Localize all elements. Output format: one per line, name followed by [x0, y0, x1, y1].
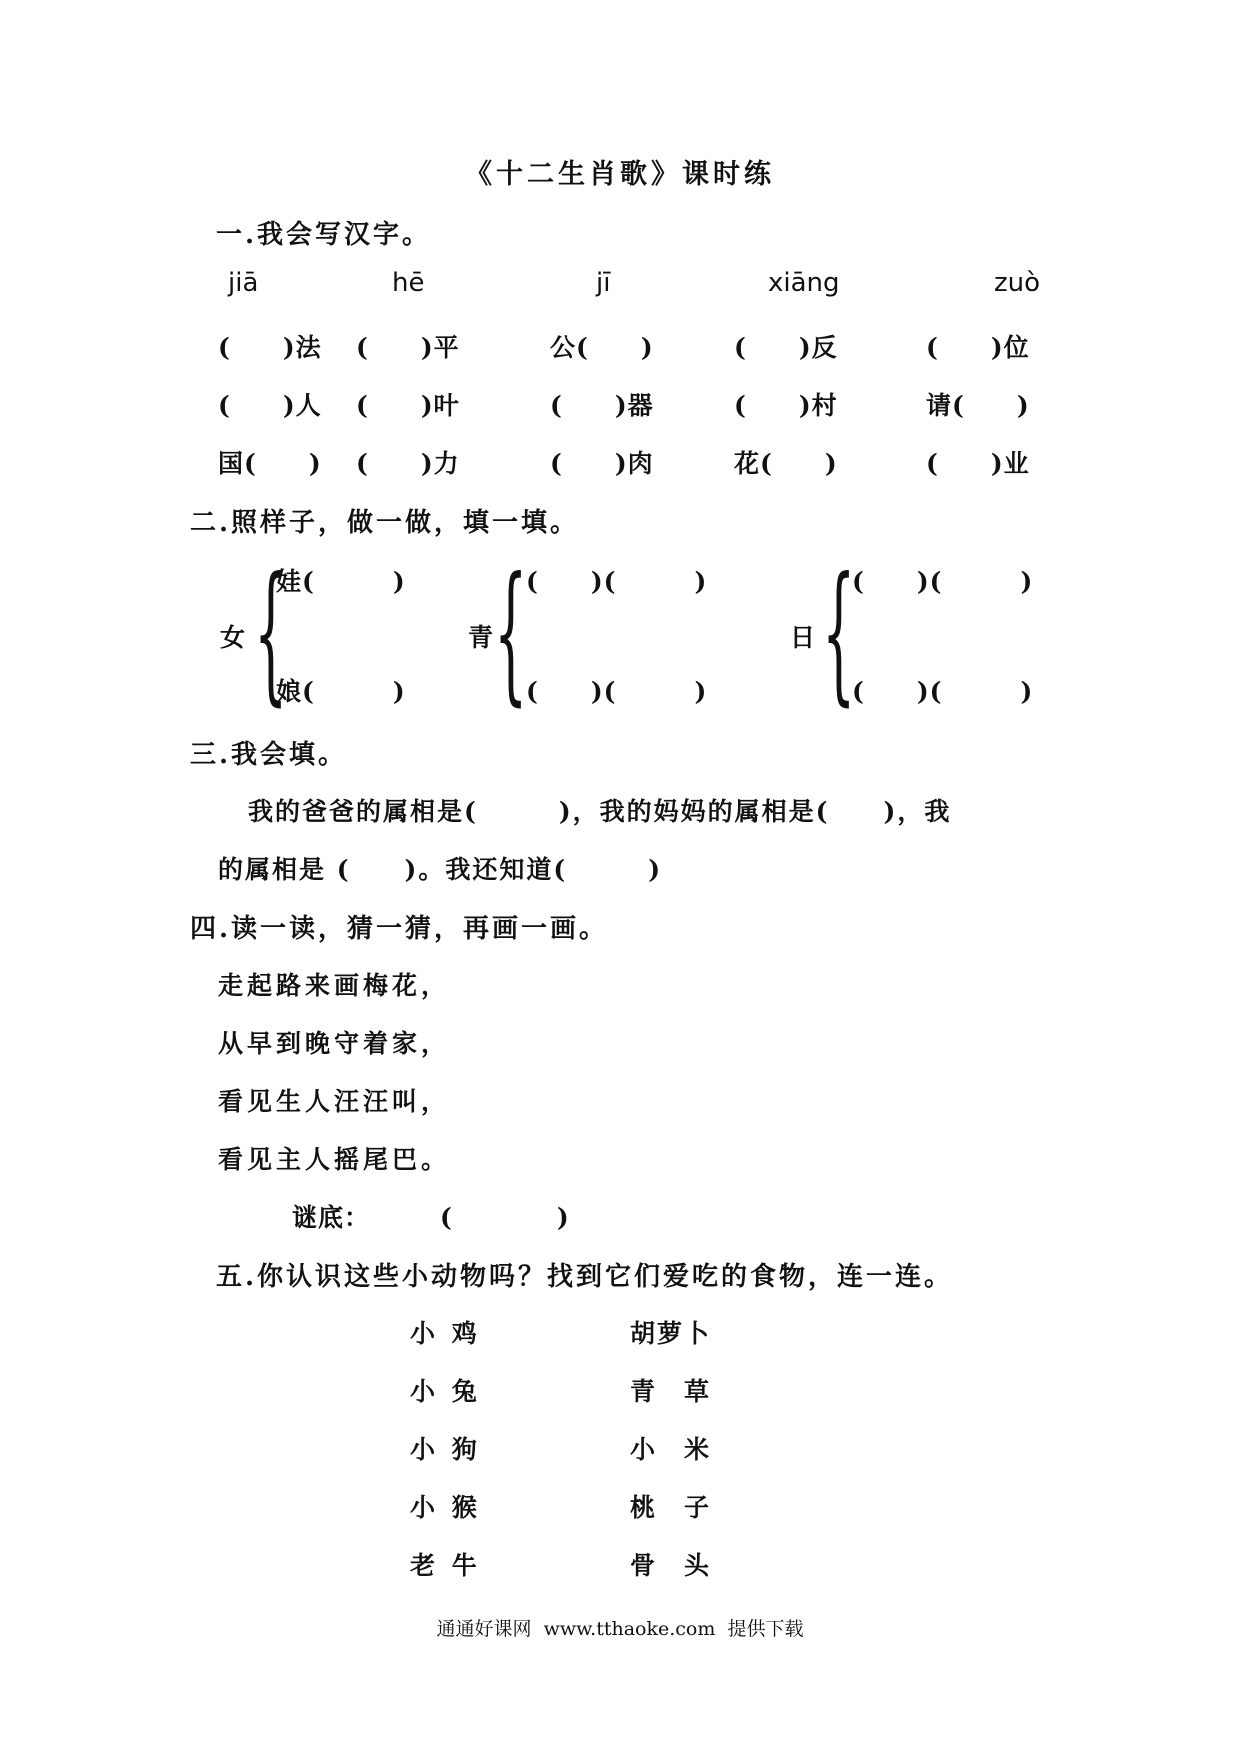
animal-item[interactable]: 小 兔 — [410, 1377, 481, 1406]
section-4-heading: 四.读一读，猜一猜，再画一画。 — [190, 914, 609, 944]
answer-blank[interactable]: ( ) — [440, 1203, 570, 1232]
blank-cell[interactable]: ( )肉 — [550, 449, 654, 478]
blank-cell[interactable]: ( )人 — [218, 391, 322, 420]
blank-cell[interactable]: 请( ) — [926, 391, 1030, 420]
blank-cell[interactable]: ( )( ) — [852, 677, 1034, 706]
section-1-heading: 一.我会写汉字。 — [216, 220, 432, 250]
blank-cell[interactable]: 娃( ) — [276, 567, 406, 596]
section-3-heading: 三.我会填。 — [190, 740, 348, 770]
animal-item[interactable]: 小 猴 — [410, 1493, 481, 1522]
brace-icon: { — [254, 546, 288, 720]
riddle-line: 走起路来画梅花， — [218, 971, 451, 1000]
fill-line-1[interactable]: 我的爸爸的属相是( )，我的妈妈的属相是( )，我 — [248, 797, 952, 826]
fill-line-2[interactable]: 的属相是 ( )。我还知道( ) — [218, 855, 663, 884]
food-item[interactable]: 青 草 — [630, 1377, 712, 1406]
blank-cell[interactable]: ( )叶 — [356, 391, 460, 420]
blank-cell[interactable]: ( )位 — [926, 333, 1030, 362]
page-title: 《十二生肖歌》课时练 — [465, 159, 775, 190]
blank-cell[interactable]: ( )业 — [926, 449, 1030, 478]
food-item[interactable]: 胡萝卜 — [630, 1319, 712, 1348]
blank-cell[interactable]: ( )法 — [218, 333, 322, 362]
food-item[interactable]: 小 米 — [630, 1435, 712, 1464]
riddle-line: 看见主人摇尾巴。 — [218, 1145, 451, 1174]
root-char: 青 — [468, 623, 495, 652]
pinyin-5: zuò — [994, 268, 1041, 298]
animal-item[interactable]: 老 牛 — [410, 1551, 481, 1580]
blank-cell[interactable]: ( )( ) — [526, 677, 708, 706]
section-2-heading: 二.照样子，做一做，填一填。 — [190, 508, 580, 538]
blank-cell[interactable]: 花( ) — [734, 449, 838, 478]
pinyin-1: jiā — [228, 268, 259, 298]
section-5-heading: 五.你认识这些小动物吗？找到它们爱吃的食物，连一连。 — [216, 1262, 954, 1292]
animal-item[interactable]: 小 鸡 — [410, 1319, 481, 1348]
footer-text: 通通好课网 www.tthaoke.com 提供下载 — [436, 1618, 804, 1640]
blank-cell[interactable]: ( )( ) — [852, 567, 1034, 596]
blank-cell[interactable]: ( )( ) — [526, 567, 708, 596]
blank-cell[interactable]: ( )器 — [550, 391, 654, 420]
brace-icon: { — [494, 546, 528, 720]
pinyin-2: hē — [392, 268, 425, 298]
food-item[interactable]: 骨 头 — [630, 1551, 712, 1580]
pinyin-3: jī — [596, 268, 611, 298]
brace-icon: { — [822, 546, 856, 720]
root-char: 女 — [220, 623, 247, 652]
food-item[interactable]: 桃 子 — [630, 1493, 712, 1522]
blank-cell[interactable]: ( )村 — [734, 391, 838, 420]
animal-item[interactable]: 小 狗 — [410, 1435, 481, 1464]
answer-label: 谜底： — [292, 1203, 371, 1232]
blank-cell[interactable]: 娘( ) — [276, 677, 406, 706]
blank-cell[interactable]: ( )反 — [734, 333, 838, 362]
blank-cell[interactable]: ( )力 — [356, 449, 460, 478]
blank-cell[interactable]: ( )平 — [356, 333, 460, 362]
root-char: 日 — [790, 623, 817, 652]
blank-cell[interactable]: 国( ) — [218, 449, 322, 478]
riddle-line: 看见生人汪汪叫， — [218, 1087, 451, 1116]
riddle-line: 从早到晚守着家， — [218, 1029, 451, 1058]
blank-cell[interactable]: 公( ) — [550, 333, 654, 362]
pinyin-4: xiāng — [768, 268, 840, 298]
